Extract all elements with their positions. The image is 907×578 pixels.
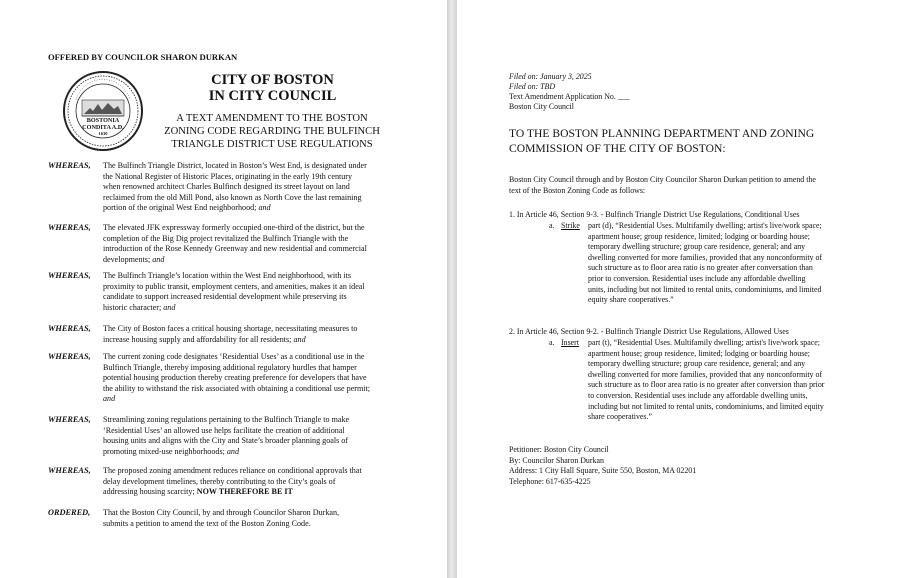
item-text: part (t), “Residential Uses. Multifamily dwelling; artist's live/work space; apartment house; group residence, limited; lodging or boarding house; temporary dwelling structure; group care residence, general; and any dwelling converted for more families, provided that any nonconformity of such structure as to floor area ratio is no greater after conversion than prior to conversion. Residential uses include any affordable dwelling units, including but not limited to rental units, condominiums, and limited equity share cooperatives.” (588, 338, 825, 422)
city-seal (62, 70, 144, 152)
ordered-text: That the Boston City Council, by and through Councilor Sharon Durkan, submits a petition to amend the text of the Boston Zoning Code. (103, 508, 340, 528)
petitioner-block (509, 445, 869, 487)
item-letter: a. (549, 221, 555, 230)
council-name: Boston City Council (509, 102, 574, 111)
clause-label: WHEREAS, (48, 271, 91, 280)
title-line1: A TEXT AMENDMENT TO THE BOSTON (176, 113, 368, 124)
petitioner: Petitioner: Boston City Council (509, 445, 609, 454)
intro-text: Boston City Council through and by Boston City Councilor Sharon Durkan petition to amend the text of the Boston Zoning Code as follows: (509, 175, 816, 195)
city-heading (160, 72, 385, 104)
right-page (457, 0, 907, 578)
city-line1: CITY OF BOSTON (211, 72, 334, 88)
page-gap (447, 0, 457, 578)
clause-text: The City of Boston faces a critical housing shortage, necessitating measures to increase housing supply and affordability for all residents; and (103, 324, 358, 344)
filed-on: Filed on: January 3, 2025 (509, 72, 592, 81)
clause-text: The elevated JFK expressway formerly occupied one-third of the district, but the completion of the Big Dig project revitalized the Bulfinch Triangle with the introduction of the Rose Kennedy Greenway and new residential and commercial developments; and (103, 223, 367, 264)
clause-text: The current zoning code designates ‘Residential Uses’ as a conditional use in the Bulfinch Triangle, thereby imposing additional regulatory hurdles that hamper potential housing production thereby creating preference for developers that have the ability to withstand the risk associated with obtaining a conditional use permit; and (103, 352, 371, 404)
item-heading: 2. In Article 46, Section 9-2. - Bulfinch Triangle District Use Regulations, Allowed Uses (509, 327, 789, 336)
filed-on-tbd: Filed on: TBD (509, 82, 556, 91)
clause-label: WHEREAS, (48, 466, 91, 475)
clause-label: WHEREAS, (48, 415, 91, 424)
title-line2: ZONING CODE REGARDING THE BULFINCH (164, 126, 380, 137)
clause-label: WHEREAS, (48, 161, 91, 170)
item-heading: 1. In Article 46, Section 9-3. - Bulfinch Triangle District Use Regulations, Conditional Uses (509, 210, 800, 219)
petitioner-address: Address: 1 City Hall Square, Suite 550, Boston, MA 02201 (509, 466, 697, 475)
city-line2: IN CITY COUNCIL (208, 88, 337, 104)
clause-text: The Bulfinch Triangle District, located in Boston’s West End, is designated under the National Register of Historic Places, originating in the early 19th century when renowned architect Charles Bulfinch designed its street layout on land reclaimed from the old Mill Pond, also known as North Cove the last remaining portion of the original West End neighborhood; and (103, 161, 367, 213)
addressee: TO THE BOSTON PLANNING DEPARTMENT AND ZONING COMMISSION OF THE CITY OF BOSTON: (509, 127, 815, 155)
item-verb: Insert (561, 338, 579, 347)
amendment-title (152, 112, 392, 151)
left-page (0, 0, 447, 578)
clause-label: WHEREAS, (48, 223, 91, 232)
ordered-label: ORDERED, (48, 508, 91, 517)
clause-label: WHEREAS, (48, 324, 91, 333)
item-text: part (d), “Residential Uses. Multifamily dwelling; artist's live/work space; apartment house; group residence, limited; lodging or boarding house; temporary dwelling structure; group care residence, general; and any dwelling converted for more families, provided that any nonconformity of such structure as to floor area ratio is no greater after conversation than prior to conversion. Residential uses include any affordable dwelling units, including but not limited to rental units, condominiums, and limited equity share cooperatives.” (588, 221, 823, 305)
seal-name: BOSTONIA (86, 117, 120, 124)
clause-text: The Bulfinch Triangle’s location within the West End neighborhood, with its proximity to public transit, employment centers, and amenities, makes it an ideal candidate to support increased residential development while preserving its historic character; and (103, 271, 365, 312)
clause-text: Streamlining zoning regulations pertaining to the Bulfinch Triangle to make ‘Residential Uses’ an allowed use helps facilitate the creation of additional housing units and aligns with the City and State’s broader planning goals of promoting mixed-use neighborhoods; and (103, 415, 350, 456)
item-letter: a. (549, 338, 555, 347)
seal-condita: CONDITA A.D. (82, 123, 124, 131)
petitioner-telephone: Telephone: 617-635-4225 (509, 476, 591, 486)
application-number: Text Amendment Application No. ___ (509, 92, 630, 101)
item-verb: Strike (561, 221, 580, 230)
petitioner-by: By: Councilor Sharon Durkan (509, 455, 604, 465)
seal-year: 1630 (98, 131, 108, 136)
offered-by: OFFERED BY COUNCILOR SHARON DURKAN (48, 52, 238, 62)
title-line3: TRIANGLE DISTRICT USE REGULATIONS (171, 139, 373, 150)
clause-text: The proposed zoning amendment reduces reliance on conditional approvals that delay development timelines, thereby contributing to the City’s goals of addressing housing scarcity; NOW THEREFORE BE IT (103, 466, 362, 497)
clause-label: WHEREAS, (48, 352, 91, 361)
